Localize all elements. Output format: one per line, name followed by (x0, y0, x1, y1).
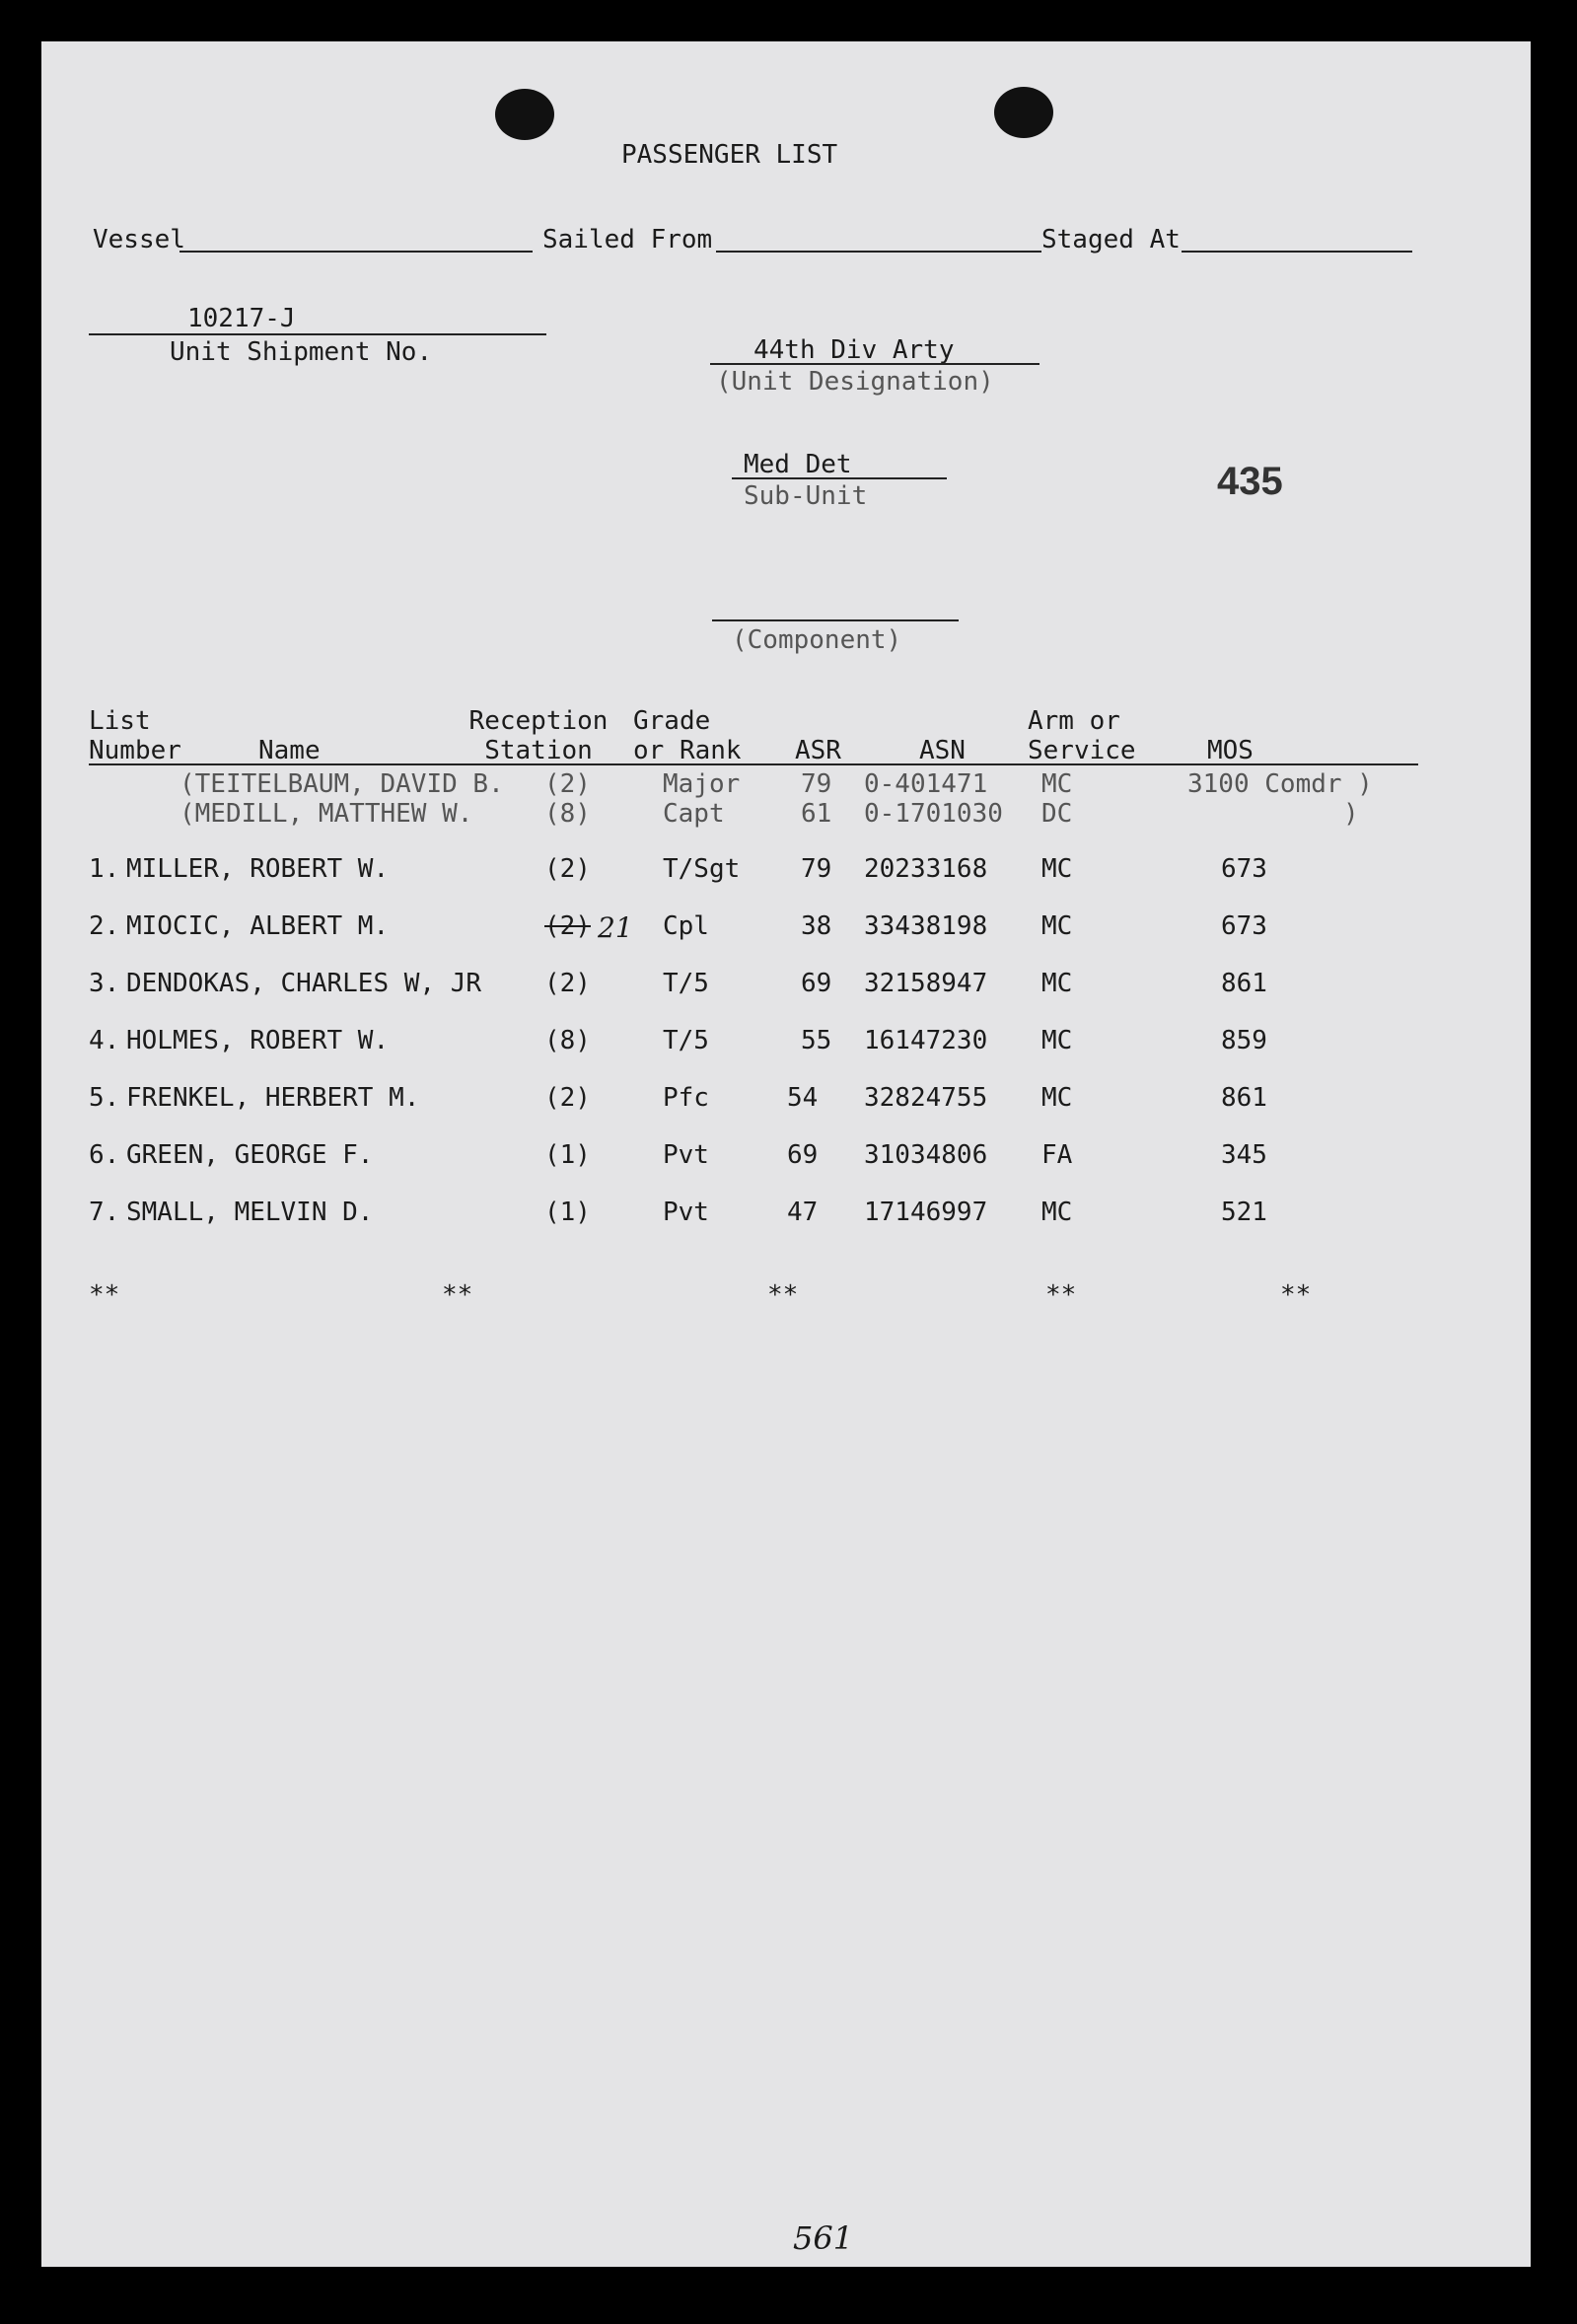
row-arm: MC (1041, 854, 1073, 884)
officer-asn: 0-401471 (864, 769, 988, 799)
row-grade: T/5 (663, 1026, 709, 1055)
row-station: (2) (544, 969, 591, 998)
row-number: 4. (89, 1026, 120, 1055)
staged-at-blank (1182, 251, 1412, 253)
row-arm: MC (1041, 1083, 1073, 1113)
row-arm: MC (1041, 911, 1073, 941)
row-station: (2) (544, 854, 591, 884)
table-row (41, 1198, 1531, 1231)
row-asr: 55 (801, 1026, 832, 1055)
col-asr: ASR (795, 736, 841, 765)
row-number: 1. (89, 854, 120, 884)
officer-arm: MC (1041, 769, 1073, 799)
component-rule (712, 619, 959, 621)
row-number: 5. (89, 1083, 120, 1113)
header-rule (89, 763, 1418, 765)
row-arm: MC (1041, 1026, 1073, 1055)
col-mos: MOS (1207, 736, 1254, 765)
table-row (41, 854, 1531, 888)
col-grade-or-rank: Grade or Rank (633, 706, 742, 765)
table-row (41, 1026, 1531, 1059)
row-station: (2) (544, 911, 591, 941)
row-asn: 32824755 (864, 1083, 988, 1113)
vessel-label: Vessel (93, 225, 185, 254)
row-number: 7. (89, 1198, 120, 1227)
officer-name: (MEDILL, MATTHEW W. (179, 799, 473, 829)
row-station: (1) (544, 1198, 591, 1227)
sailed-from-label: Sailed From (542, 225, 713, 254)
row-name: GREEN, GEORGE F. (126, 1140, 374, 1170)
row-mos: 859 (1221, 1026, 1267, 1055)
col-reception-station: Reception Station (468, 706, 609, 765)
row-station-note: 21 (598, 911, 633, 944)
row-asn: 20233168 (864, 854, 988, 884)
row-asn: 32158947 (864, 969, 988, 998)
officer-asn: 0-1701030 (864, 799, 1003, 829)
row-grade: T/Sgt (663, 854, 741, 884)
officer-grade: Capt (663, 799, 725, 829)
row-asr: 69 (801, 969, 832, 998)
row-mos: 673 (1221, 854, 1267, 884)
officer-name: (TEITELBAUM, DAVID B. (179, 769, 504, 799)
unit-shipment-rule (89, 333, 546, 335)
row-name: MILLER, ROBERT W. (126, 854, 390, 884)
vessel-blank (179, 251, 533, 253)
row-arm: MC (1041, 969, 1073, 998)
row-name: SMALL, MELVIN D. (126, 1198, 374, 1227)
row-grade: Pvt (663, 1140, 709, 1170)
col-arm-or-service: Arm or Service (1028, 706, 1136, 765)
end-mark: ** (442, 1280, 473, 1310)
row-grade: T/5 (663, 969, 709, 998)
unit-designation-label: (Unit Designation) (716, 367, 994, 397)
row-name: MIOCIC, ALBERT M. (126, 911, 390, 941)
row-asr: 69 (787, 1140, 819, 1170)
row-name: HOLMES, ROBERT W. (126, 1026, 390, 1055)
row-mos: 861 (1221, 969, 1267, 998)
row-asn: 16147230 (864, 1026, 988, 1055)
stamp-number: 435 (1217, 460, 1283, 503)
row-mos: 673 (1221, 911, 1267, 941)
officer-station: (8) (544, 799, 591, 829)
end-mark: ** (89, 1280, 120, 1310)
unit-shipment-label: Unit Shipment No. (170, 337, 433, 367)
sub-unit-label: Sub-Unit (744, 481, 868, 511)
row-asr: 54 (787, 1083, 819, 1113)
officer-asr: 61 (801, 799, 832, 829)
row-asn: 17146997 (864, 1198, 988, 1227)
table-row (41, 1140, 1531, 1174)
end-mark: ** (767, 1280, 799, 1310)
table-row (41, 911, 1531, 945)
col-name: Name (258, 736, 321, 765)
row-grade: Pfc (663, 1083, 709, 1113)
document-title: PASSENGER LIST (621, 140, 838, 170)
unit-shipment-number: 10217-J (187, 304, 296, 333)
sub-unit: Med Det (744, 450, 852, 479)
row-mos: 345 (1221, 1140, 1267, 1170)
end-mark: ** (1045, 1280, 1077, 1310)
table-row (41, 1083, 1531, 1117)
officer-row (41, 769, 1531, 803)
row-asn: 31034806 (864, 1140, 988, 1170)
officer-mos: 3100 Comdr ) (1187, 769, 1373, 799)
sub-unit-rule (732, 477, 947, 479)
row-station: (2) (544, 1083, 591, 1113)
passenger-list-page (41, 41, 1531, 2267)
row-number: 2. (89, 911, 120, 941)
officer-asr: 79 (801, 769, 832, 799)
officer-grade: Major (663, 769, 741, 799)
officer-row (41, 799, 1531, 833)
row-grade: Cpl (663, 911, 709, 941)
row-mos: 521 (1221, 1198, 1267, 1227)
row-number: 6. (89, 1140, 120, 1170)
row-station: (8) (544, 1026, 591, 1055)
page-number: 561 (793, 2219, 854, 2257)
staged-at-label: Staged At (1041, 225, 1181, 254)
officer-station: (2) (544, 769, 591, 799)
row-arm: FA (1041, 1140, 1073, 1170)
row-station: (1) (544, 1140, 591, 1170)
sailed-from-blank (716, 251, 1041, 253)
officer-mos: ) (1343, 799, 1359, 829)
row-asn: 33438198 (864, 911, 988, 941)
row-name: DENDOKAS, CHARLES W, JR (126, 969, 482, 998)
row-asr: 38 (801, 911, 832, 941)
col-asn: ASN (919, 736, 966, 765)
table-row (41, 969, 1531, 1002)
row-number: 3. (89, 969, 120, 998)
row-asr: 47 (787, 1198, 819, 1227)
unit-designation-rule (710, 363, 1039, 365)
row-mos: 861 (1221, 1083, 1267, 1113)
row-name: FRENKEL, HERBERT M. (126, 1083, 420, 1113)
row-asr: 79 (801, 854, 832, 884)
unit-designation: 44th Div Arty (753, 335, 955, 365)
row-arm: MC (1041, 1198, 1073, 1227)
officer-arm: DC (1041, 799, 1073, 829)
punch-hole-right (994, 87, 1053, 138)
end-mark: ** (1280, 1280, 1312, 1310)
punch-hole-left (495, 89, 554, 140)
row-grade: Pvt (663, 1198, 709, 1227)
component-label: (Component) (732, 625, 902, 655)
col-list-number: List Number (89, 706, 181, 765)
